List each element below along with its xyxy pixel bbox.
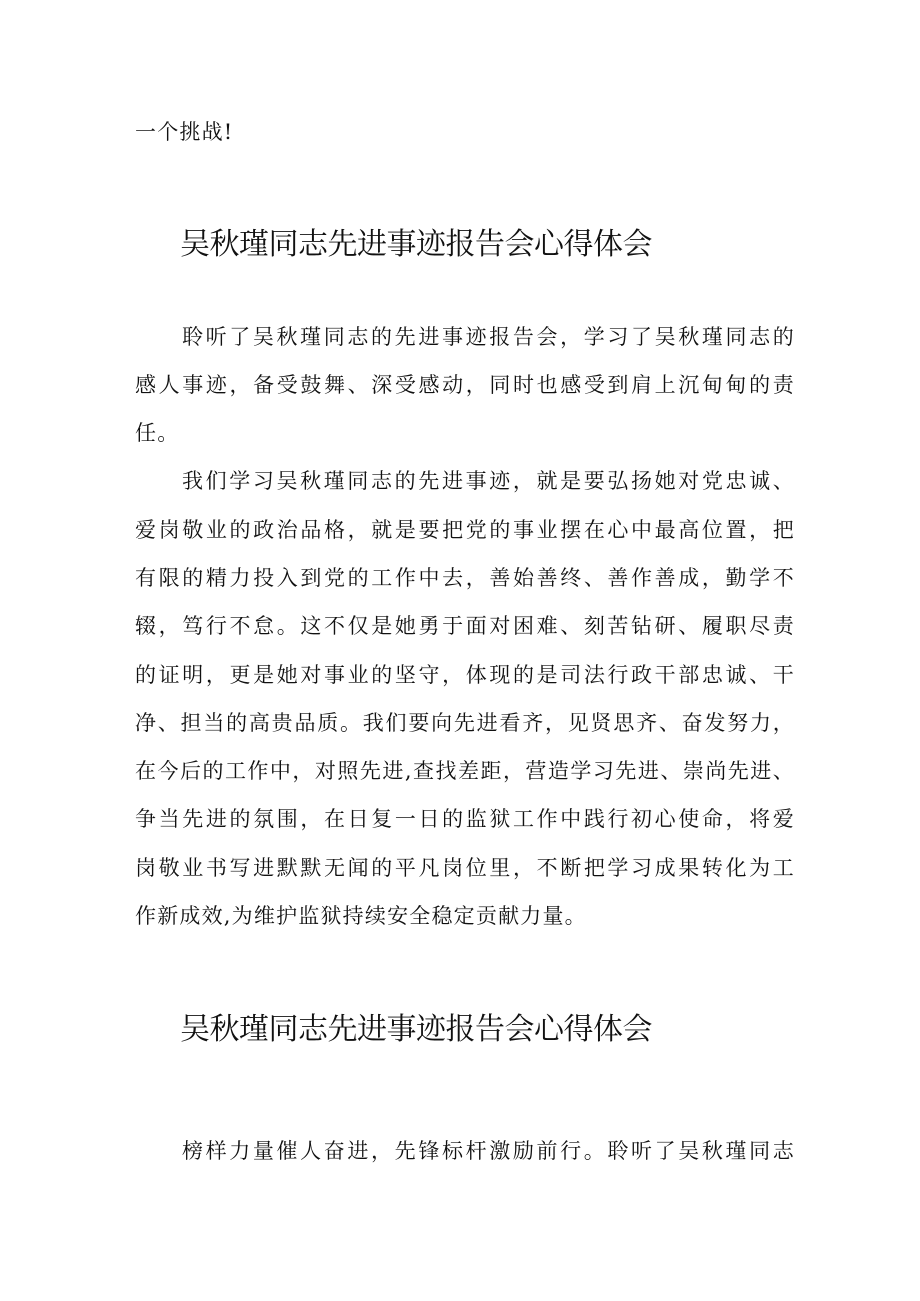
paragraph-line: 争当先进的氛围，在日复一日的监狱工作中践行初心使命，将爱 [135,807,795,831]
paragraph-line: 辍，笃行不怠。这不仅是她勇于面对困难、刻苦钻研、履职尽责 [135,614,795,638]
section1-title: 吴秋瑾同志先进事迹报告会心得体会 [180,227,652,262]
paragraph-line: 聆听了吴秋瑾同志的先进事迹报告会，学习了吴秋瑾同志的 [182,325,795,349]
top-fragment-text: 一个挑战! [135,120,234,144]
paragraph-line: 任。 [135,421,180,445]
paragraph-line: 有限的精力投入到党的工作中去，善始善终、善作善成，勤学不 [135,566,795,590]
paragraph-line: 在今后的工作中，对照先进,查找差距，营造学习先进、崇尚先进、 [135,759,795,783]
paragraph-line: 岗敬业书写进默默无闻的平凡岗位里，不断把学习成果转化为工 [135,856,795,880]
paragraph-line: 感人事迹，备受鼓舞、深受感动，同时也感受到肩上沉甸甸的责 [135,373,795,397]
paragraph-line: 爱岗敬业的政治品格，就是要把党的事业摆在心中最高位置，把 [135,518,795,542]
paragraph-line: 净、担当的高贵品质。我们要向先进看齐，见贤思齐、奋发努力， [135,711,795,735]
paragraph-line: 的证明，更是她对事业的坚守，体现的是司法行政干部忠诚、干 [135,663,795,687]
paragraph-line: 榜样力量催人奋进，先锋标杆激励前行。聆听了吴秋瑾同志 [182,1139,795,1163]
paragraph-line: 我们学习吴秋瑾同志的先进事迹，就是要弘扬她对党忠诚、 [182,469,795,493]
paragraph-line: 作新成效,为维护监狱持续安全稳定贡献力量。 [135,904,587,928]
section2-title: 吴秋瑾同志先进事迹报告会心得体会 [180,1012,652,1047]
